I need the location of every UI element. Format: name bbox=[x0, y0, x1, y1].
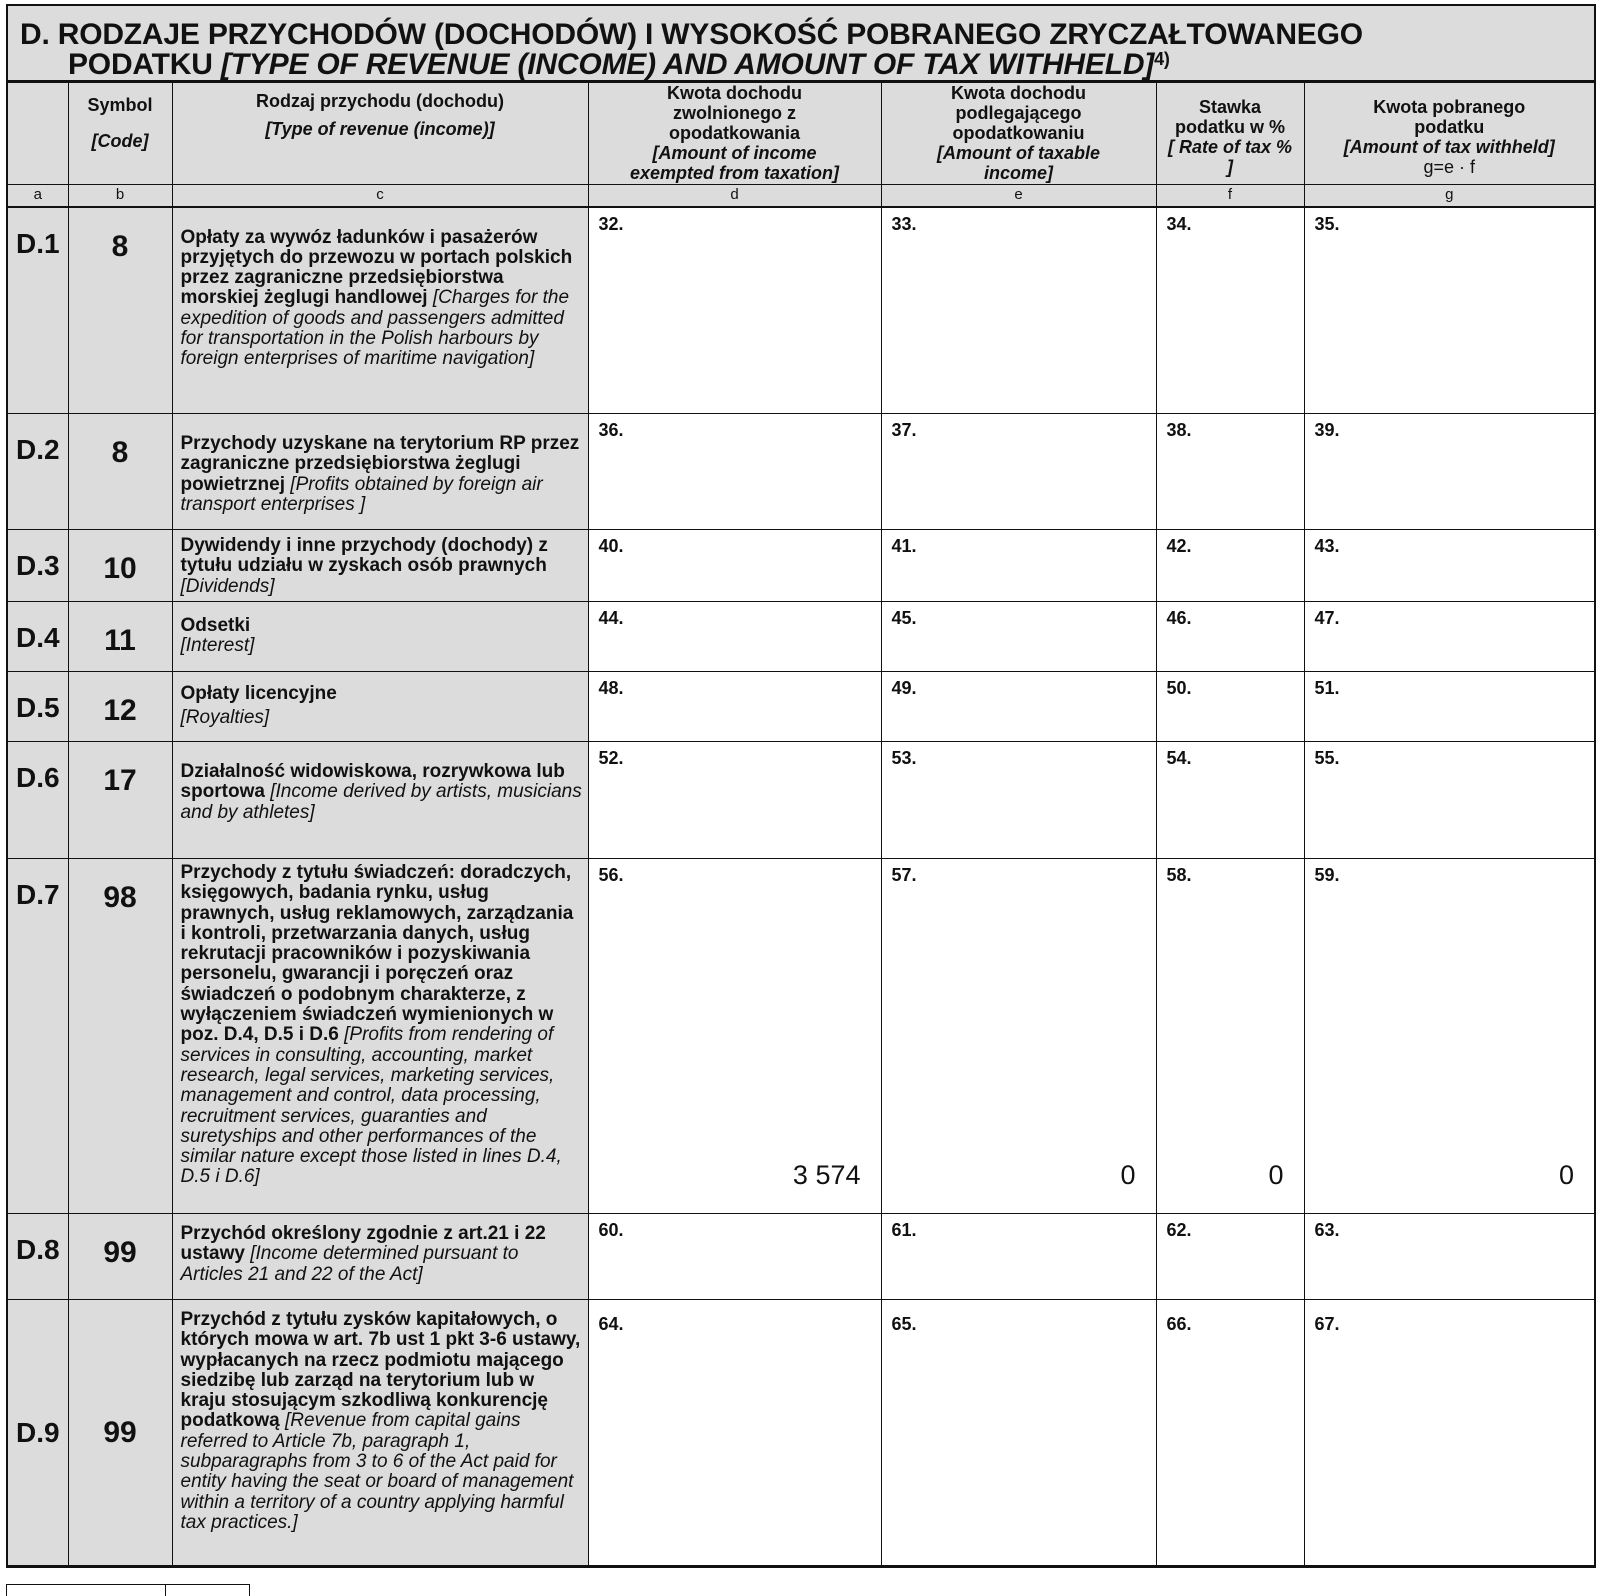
table-row bbox=[8, 742, 1594, 859]
row-description bbox=[172, 414, 588, 530]
field-number: 46. bbox=[1166, 608, 1192, 628]
field-42[interactable] bbox=[1156, 530, 1304, 602]
footer-box bbox=[6, 1584, 250, 1596]
field-55[interactable] bbox=[1304, 742, 1594, 859]
row-description-en: [Charges for the expedition of goods and passengers admitted for transportation in the Polish harbours by foreign enterprises of maritime navigation] bbox=[180, 287, 570, 370]
field-number: 64. bbox=[598, 1314, 624, 1334]
header-col-c-pl: Rodzaj przychodu (dochodu) bbox=[256, 91, 504, 111]
row-label: D.6 bbox=[8, 742, 68, 859]
field-number: 42. bbox=[1166, 536, 1192, 556]
row-description bbox=[172, 602, 588, 672]
row-description-en: [Profits from rendering of services in consulting, accounting, market research, legal services, marketing services, management and control, data processing, recruitment services, guaranties and suretyships and other performances of the similar nature except those listed in lines D.4, D.5 i D.6] bbox=[180, 1024, 562, 1188]
row-description-pl: Opłaty licencyjne bbox=[180, 683, 337, 704]
field-number: 41. bbox=[891, 536, 917, 556]
row-code: 99 bbox=[68, 1300, 172, 1566]
header-col-d-pl: Kwota dochodu zwolnionego z opodatkowania bbox=[667, 83, 802, 143]
field-number: 56. bbox=[598, 865, 624, 885]
column-letter: e bbox=[881, 185, 1156, 207]
field-63[interactable] bbox=[1304, 1214, 1594, 1300]
section-title-line1: D. RODZAJE PRZYCHODÓW (DOCHODÓW) I WYSOKOŚĆ POBRANEGO ZRYCZAŁTOWANEGO bbox=[20, 18, 1363, 51]
field-value: 0 bbox=[1120, 1160, 1136, 1190]
field-48[interactable] bbox=[588, 672, 881, 742]
field-number: 48. bbox=[598, 678, 624, 698]
field-number: 54. bbox=[1166, 748, 1192, 768]
field-number: 45. bbox=[891, 608, 917, 628]
header-col-f bbox=[1156, 83, 1304, 185]
field-number: 61. bbox=[891, 1220, 917, 1240]
field-58[interactable] bbox=[1156, 859, 1304, 1214]
header-col-g-en: [Amount of tax withheld] bbox=[1343, 137, 1555, 157]
field-number: 39. bbox=[1314, 420, 1340, 440]
field-36[interactable] bbox=[588, 414, 881, 530]
row-description-en: [Income derived by artists, musicians and by athletes] bbox=[180, 781, 582, 823]
field-35[interactable] bbox=[1304, 207, 1594, 414]
field-44[interactable] bbox=[588, 602, 881, 672]
row-description-pl: Przychód określony zgodnie z art.21 i 22 ustawy bbox=[180, 1223, 546, 1265]
field-number: 33. bbox=[891, 213, 917, 234]
field-39[interactable] bbox=[1304, 414, 1594, 530]
header-col-f-en: [ Rate of tax % ] bbox=[1167, 137, 1293, 177]
row-description-pl: Odsetki bbox=[180, 615, 251, 636]
row-description bbox=[172, 859, 588, 1214]
field-67[interactable] bbox=[1304, 1300, 1594, 1566]
field-number: 37. bbox=[891, 420, 917, 440]
header-col-a bbox=[8, 83, 68, 185]
field-53[interactable] bbox=[881, 742, 1156, 859]
field-41[interactable] bbox=[881, 530, 1156, 602]
field-number: 60. bbox=[598, 1220, 624, 1240]
row-label: D.3 bbox=[8, 530, 68, 602]
header-col-g bbox=[1304, 83, 1594, 185]
header-col-c-en: [Type of revenue (income)] bbox=[265, 119, 495, 139]
field-number: 43. bbox=[1314, 536, 1340, 556]
table-row bbox=[8, 414, 1594, 530]
header-col-b bbox=[68, 83, 172, 185]
row-code: 98 bbox=[68, 859, 172, 1214]
row-description-en: [Profits obtained by foreign air transport enterprises ] bbox=[180, 473, 543, 515]
field-38[interactable] bbox=[1156, 414, 1304, 530]
row-description-en: [Dividends] bbox=[180, 575, 275, 597]
row-code: 17 bbox=[68, 742, 172, 859]
field-number: 47. bbox=[1314, 608, 1340, 628]
field-number: 66. bbox=[1166, 1314, 1192, 1334]
row-description bbox=[172, 742, 588, 859]
header-col-f-pl: Stawka podatku w % bbox=[1174, 97, 1285, 137]
row-description bbox=[172, 1214, 588, 1300]
field-43[interactable] bbox=[1304, 530, 1594, 602]
field-number: 52. bbox=[598, 748, 624, 768]
field-number: 53. bbox=[891, 748, 917, 768]
field-number: 59. bbox=[1314, 865, 1340, 885]
field-59[interactable] bbox=[1304, 859, 1594, 1214]
field-50[interactable] bbox=[1156, 672, 1304, 742]
column-letter: b bbox=[68, 185, 172, 207]
field-number: 32. bbox=[598, 213, 624, 234]
field-number: 44. bbox=[598, 608, 624, 628]
field-number: 58. bbox=[1166, 865, 1192, 885]
column-letter: f bbox=[1156, 185, 1304, 207]
field-number: 63. bbox=[1314, 1220, 1340, 1240]
row-label: D.9 bbox=[8, 1300, 68, 1566]
row-code: 11 bbox=[68, 602, 172, 672]
table-row bbox=[8, 1300, 1594, 1566]
row-description-pl: Działalność widowiskowa, rozrywkowa lub sportowa bbox=[180, 761, 565, 803]
field-54[interactable] bbox=[1156, 742, 1304, 859]
table-row bbox=[8, 602, 1594, 672]
field-47[interactable] bbox=[1304, 602, 1594, 672]
field-64[interactable] bbox=[588, 1300, 881, 1566]
row-description-pl: Przychody z tytułu świadczeń: doradczych, księgowych, badania rynku, usług prawnych, usług reklamowych, zarządzania i kontroli, przetwarzania danych, usług rekrutacji pracowników i pozyskiwania personelu, gwarancji i poręczeń oraz świadczeń o podobnym charakterze, z wyłączeniem świadczeń wymienionych w poz. D.4, D.5 i D.6 bbox=[180, 862, 574, 1046]
field-value: 0 bbox=[1268, 1160, 1284, 1190]
field-65[interactable] bbox=[881, 1300, 1156, 1566]
row-description bbox=[172, 530, 588, 602]
header-col-g-pl: Kwota pobranego podatku bbox=[1373, 97, 1526, 137]
field-number: 67. bbox=[1314, 1314, 1340, 1334]
row-description-en: [Royalties] bbox=[180, 707, 270, 728]
table-row bbox=[8, 1214, 1594, 1300]
field-number: 36. bbox=[598, 420, 624, 440]
header-col-c bbox=[172, 83, 588, 185]
table-row bbox=[8, 672, 1594, 742]
field-61[interactable] bbox=[881, 1214, 1156, 1300]
header-col-d bbox=[588, 83, 881, 185]
column-letter: g bbox=[1304, 185, 1594, 207]
header-col-b-pl: Symbol bbox=[87, 95, 153, 115]
field-number: 65. bbox=[891, 1314, 917, 1334]
row-label: D.7 bbox=[8, 859, 68, 1214]
row-label: D.5 bbox=[8, 672, 68, 742]
field-value: 0 bbox=[1558, 1160, 1574, 1190]
header-col-e bbox=[881, 83, 1156, 185]
row-code: 8 bbox=[68, 207, 172, 414]
field-number: 40. bbox=[598, 536, 624, 556]
field-49[interactable] bbox=[881, 672, 1156, 742]
section-title-line2-italic: [TYPE OF REVENUE (INCOME) AND AMOUNT OF TAX WITHHELD] bbox=[220, 48, 1155, 81]
row-code: 8 bbox=[68, 414, 172, 530]
field-45[interactable] bbox=[881, 602, 1156, 672]
field-46[interactable] bbox=[1156, 602, 1304, 672]
row-code: 99 bbox=[68, 1214, 172, 1300]
row-code: 10 bbox=[68, 530, 172, 602]
field-66[interactable] bbox=[1156, 1300, 1304, 1566]
field-40[interactable] bbox=[588, 530, 881, 602]
table-row bbox=[8, 859, 1594, 1214]
field-number: 35. bbox=[1314, 213, 1340, 234]
field-number: 57. bbox=[891, 865, 917, 885]
row-label: D.8 bbox=[8, 1214, 68, 1300]
field-57[interactable] bbox=[881, 859, 1156, 1214]
field-60[interactable] bbox=[588, 1214, 881, 1300]
column-letter: a bbox=[8, 185, 68, 207]
field-number: 38. bbox=[1166, 420, 1192, 440]
field-number: 50. bbox=[1166, 678, 1192, 698]
table-row bbox=[8, 530, 1594, 602]
section-d-form bbox=[6, 4, 1596, 1568]
header-col-e-pl: Kwota dochodu podlegającego opodatkowaniu bbox=[951, 83, 1086, 143]
section-title-line2 bbox=[20, 50, 1594, 80]
row-code: 12 bbox=[68, 672, 172, 742]
section-title-line2-plain: PODATKU bbox=[68, 48, 221, 81]
field-number: 55. bbox=[1314, 748, 1340, 768]
field-number: 49. bbox=[891, 678, 917, 698]
row-description-en: [Interest] bbox=[180, 635, 255, 657]
row-description bbox=[172, 1300, 588, 1566]
row-label: D.2 bbox=[8, 414, 68, 530]
row-label: D.1 bbox=[8, 207, 68, 414]
row-description-en: [Revenue from capital gains referred to Article 7b, paragraph 1, subparagraphs from 3 to 6 of the Act paid for entity having the seat or board of management within a territory of a country applying harmful tax practices.] bbox=[180, 1410, 574, 1533]
row-description bbox=[172, 672, 588, 742]
table-row bbox=[8, 207, 1594, 414]
section-title bbox=[8, 6, 1594, 82]
row-description-pl: Dywidendy i inne przychody (dochody) z tytułu udziału w zyskach osób prawnych bbox=[180, 535, 548, 577]
field-value: 3 574 bbox=[792, 1160, 861, 1190]
header-col-d-en: [Amount of income exempted from taxation] bbox=[629, 143, 840, 183]
field-37[interactable] bbox=[881, 414, 1156, 530]
column-letter: c bbox=[172, 185, 588, 207]
header-col-g-formula: g=e · f bbox=[1423, 157, 1476, 177]
field-34[interactable] bbox=[1156, 207, 1304, 414]
row-description-pl: Przychód z tytułu zysków kapitałowych, o których mowa w art. 7b ust 1 pkt 3-6 ustawy, wypłacanych na rzecz podmiotu mającego siedzibę lub zarząd na terytorium lub w kraju stosującym szkodliwą konkurencję podatkową bbox=[180, 1309, 581, 1432]
row-description-pl: Opłaty za wywóz ładunków i pasażerów przyjętych do przewozu w portach polskich przez zagraniczne przedsiębiorstwa morskiej żeglugi handlowej bbox=[180, 226, 573, 309]
field-number: 51. bbox=[1314, 678, 1340, 698]
row-description-en: [Income determined pursuant to Articles 21 and 22 of the Act] bbox=[180, 1243, 519, 1285]
row-description-pl: Przychody uzyskane na terytorium RP przez zagraniczne przedsiębiorstwa żeglugi powietrznej bbox=[180, 433, 580, 495]
field-number: 62. bbox=[1166, 1220, 1192, 1240]
row-description bbox=[172, 207, 588, 414]
field-56[interactable] bbox=[588, 859, 881, 1214]
field-33[interactable] bbox=[881, 207, 1156, 414]
field-51[interactable] bbox=[1304, 672, 1594, 742]
section-title-footnote: 4) bbox=[1154, 49, 1170, 69]
field-32[interactable] bbox=[588, 207, 881, 414]
revenue-table bbox=[8, 82, 1594, 1566]
header-col-b-en: [Code] bbox=[91, 131, 149, 151]
field-number: 34. bbox=[1166, 213, 1192, 234]
row-label: D.4 bbox=[8, 602, 68, 672]
header-col-e-en: [Amount of taxable income] bbox=[936, 143, 1100, 183]
field-62[interactable] bbox=[1156, 1214, 1304, 1300]
column-letter: d bbox=[588, 185, 881, 207]
field-52[interactable] bbox=[588, 742, 881, 859]
